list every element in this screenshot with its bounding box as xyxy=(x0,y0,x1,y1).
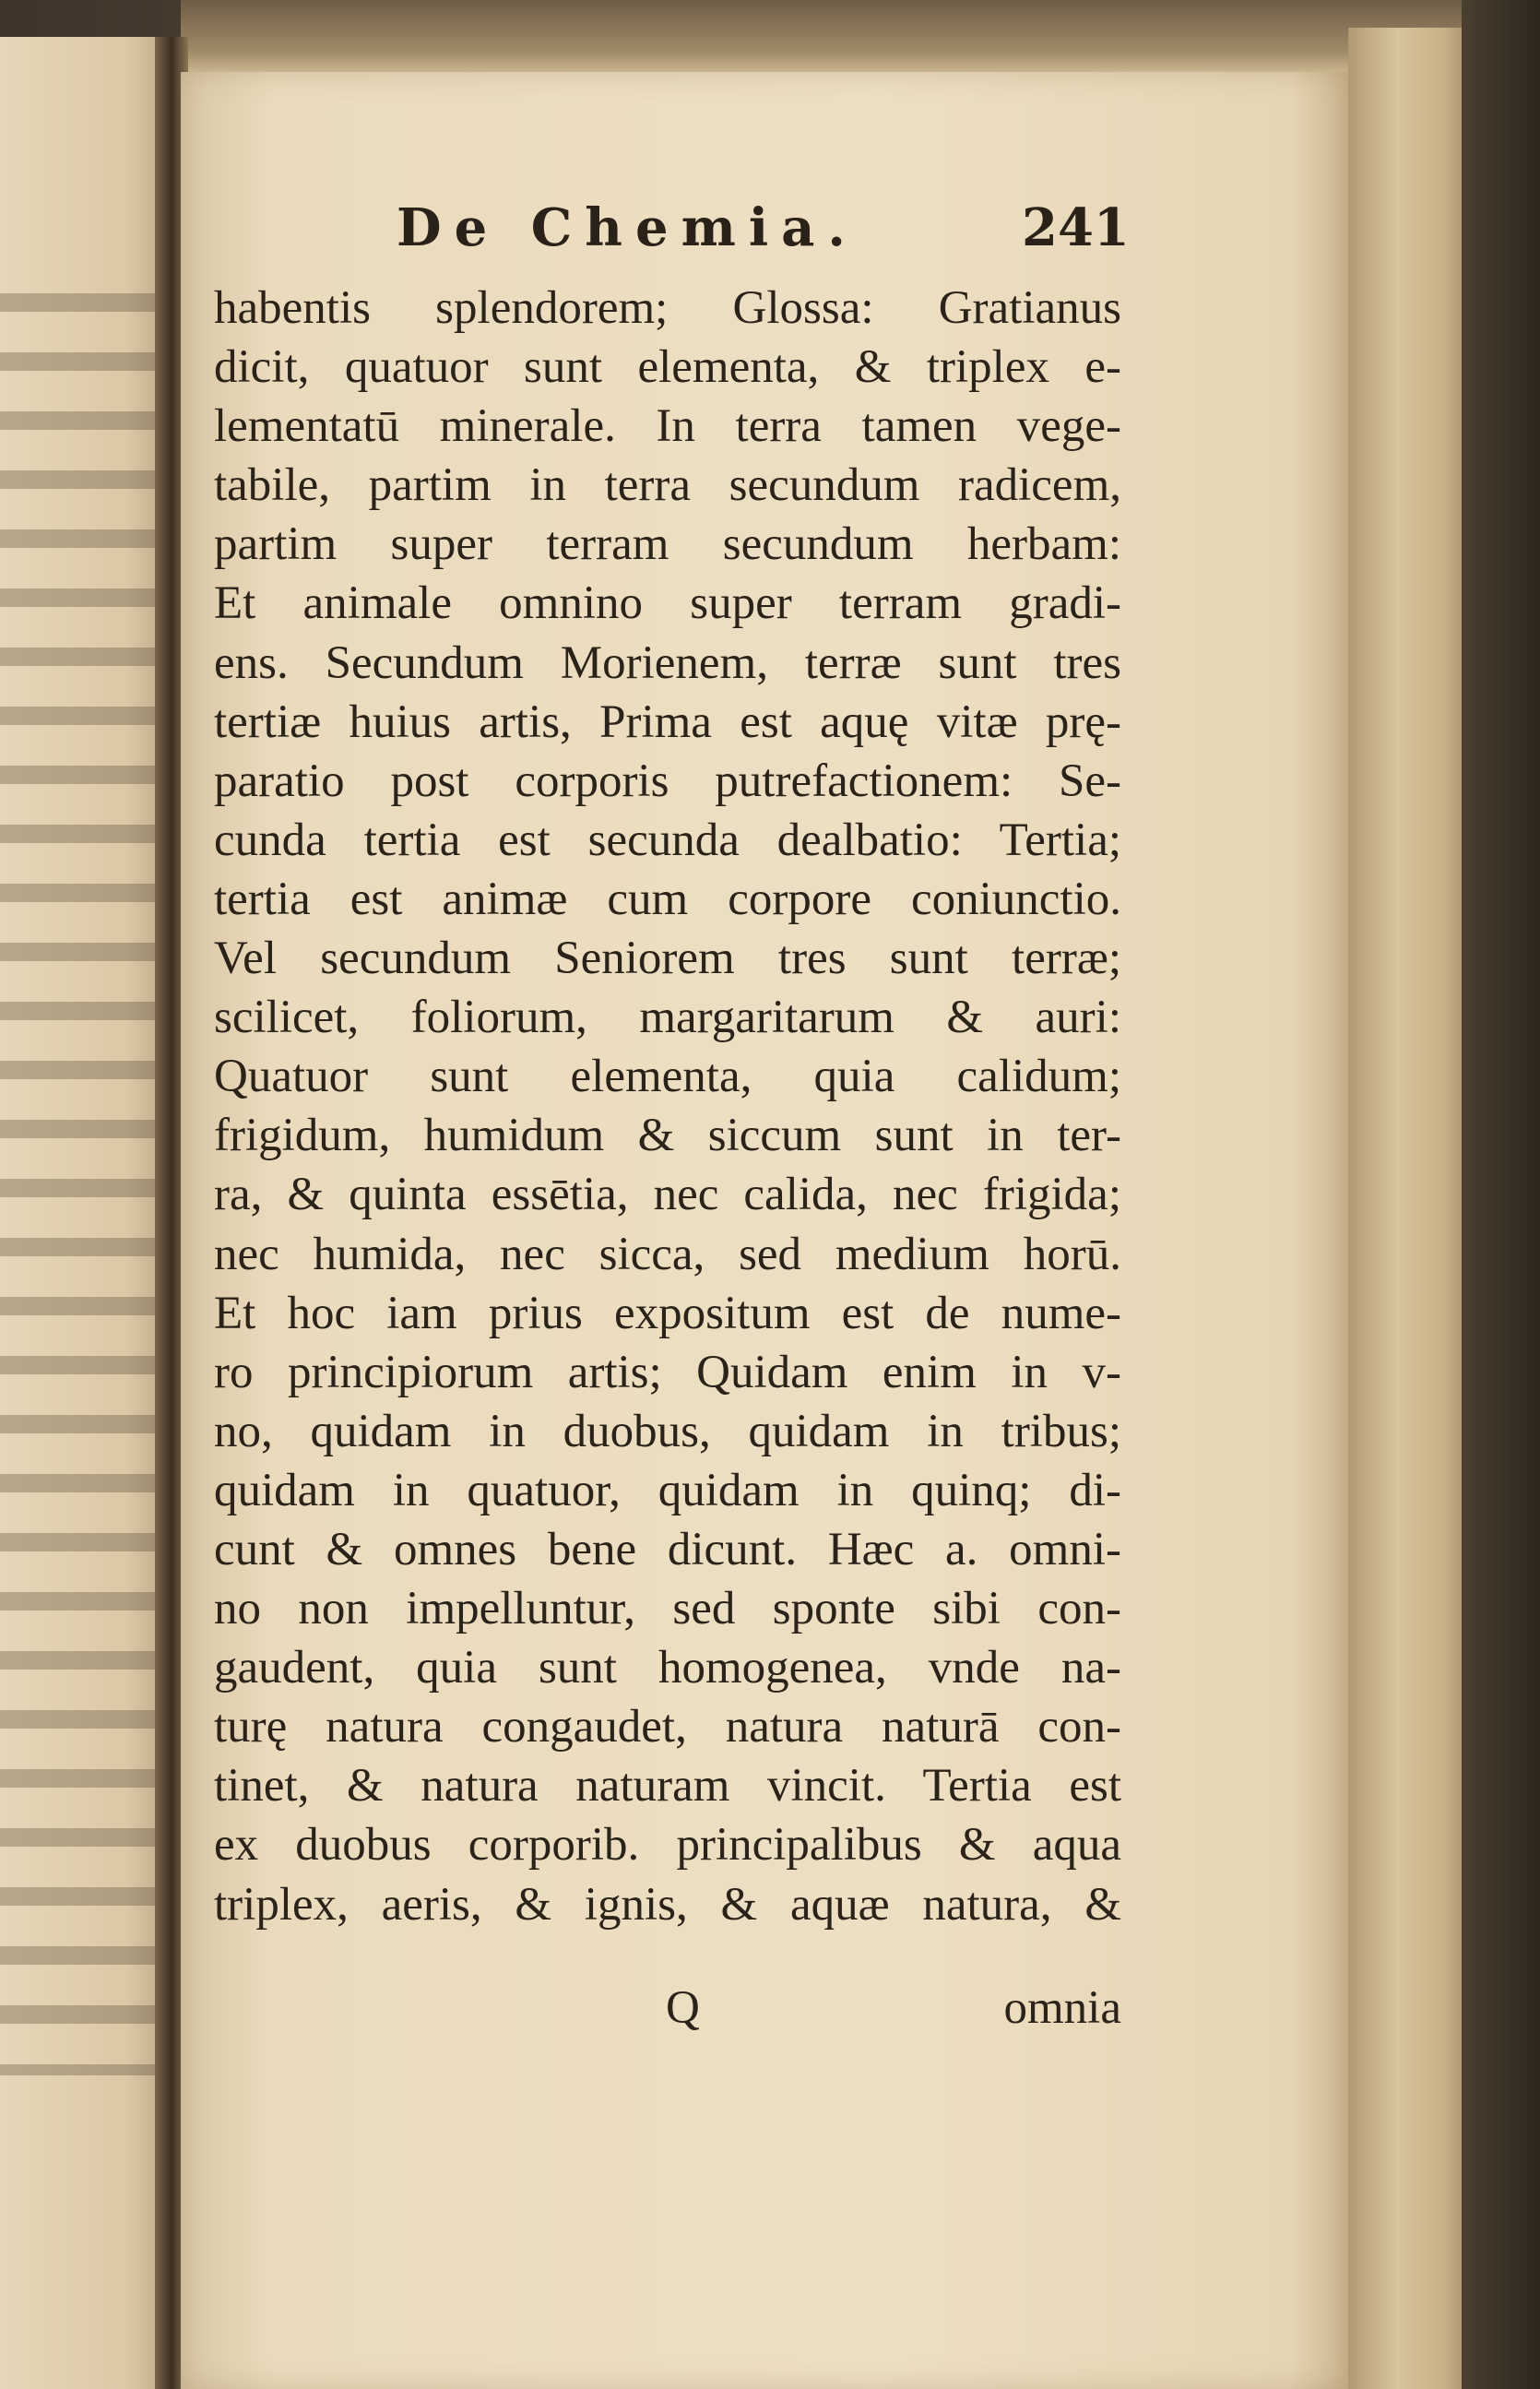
footer-line xyxy=(214,1981,1121,2040)
text-line: Et animale omnino super terram gradi- xyxy=(214,577,1121,630)
text-line: nec humida, nec sicca, sed medium horū. xyxy=(214,1228,1121,1280)
text-line: ens. Secundum Morienem, terræ sunt tres xyxy=(214,636,1121,689)
page-number: 241 xyxy=(1022,197,1130,258)
cover-edge xyxy=(1462,0,1540,2389)
text-line: ex duobus corporib. principalibus & aqua xyxy=(214,1819,1121,1872)
running-head: De Chemia. xyxy=(397,197,859,258)
text-line: habentis splendorem; Glossa: Gratianus xyxy=(214,282,1121,334)
text-line: tabile, partim in terra secundum radicem, xyxy=(214,459,1121,512)
top-cover-edge xyxy=(181,0,1490,74)
text-line: no, quidam in duobus, quidam in tribus; xyxy=(214,1405,1121,1457)
text-line: tertia est animæ cum corpore coniunctio. xyxy=(214,873,1121,925)
facing-page-fragment xyxy=(0,37,180,2389)
text-line: Vel secundum Seniorem tres sunt terræ; xyxy=(214,933,1121,985)
signature-mark: Q xyxy=(666,1982,700,2034)
text-line: cunda tertia est secunda dealbatio: Tertia; xyxy=(214,814,1121,866)
body-text xyxy=(214,279,1121,1934)
text-line: triplex, aeris, & ignis, & aquæ natura, & xyxy=(214,1878,1121,1931)
text-line: tinet, & natura naturam vincit. Tertia est xyxy=(214,1760,1121,1813)
text-line: gaudent, quia sunt homogenea, vnde na- xyxy=(214,1642,1121,1694)
text-line: Quatuor sunt elementa, quia calidum; xyxy=(214,1051,1121,1103)
text-line: Et hoc iam prius expositum est de nume- xyxy=(214,1287,1121,1339)
text-line: no non impelluntur, sed sponte sibi con- xyxy=(214,1583,1121,1635)
text-line: lementatū minerale. In terra tamen vege- xyxy=(214,400,1121,453)
text-line: partim super terram secundum herbam: xyxy=(214,518,1121,571)
catchword: omnia xyxy=(1003,1982,1121,2034)
text-line: tertiæ huius artis, Prima est aquę vitæ prę- xyxy=(214,695,1121,748)
text-line: quidam in quatuor, quidam in quinq; di- xyxy=(214,1464,1121,1516)
text-line: scilicet, foliorum, margaritarum & auri: xyxy=(214,992,1121,1044)
text-line: turę natura congaudet, natura naturā con- xyxy=(214,1701,1121,1753)
facing-page-text-bleed xyxy=(0,277,175,2075)
text-line: frigidum, humidum & siccum sunt in ter- xyxy=(214,1110,1121,1162)
text-line: paratio post corporis putrefactionem: Se- xyxy=(214,755,1121,807)
text-line: ra, & quinta essētia, nec calida, nec frigida; xyxy=(214,1169,1121,1221)
text-line: cunt & omnes bene dicunt. Hæc a. omni- xyxy=(214,1523,1121,1575)
text-line: dicit, quatuor sunt elementa, & triplex e- xyxy=(214,341,1121,394)
text-line: ro principiorum artis; Quidam enim in v- xyxy=(214,1346,1121,1398)
